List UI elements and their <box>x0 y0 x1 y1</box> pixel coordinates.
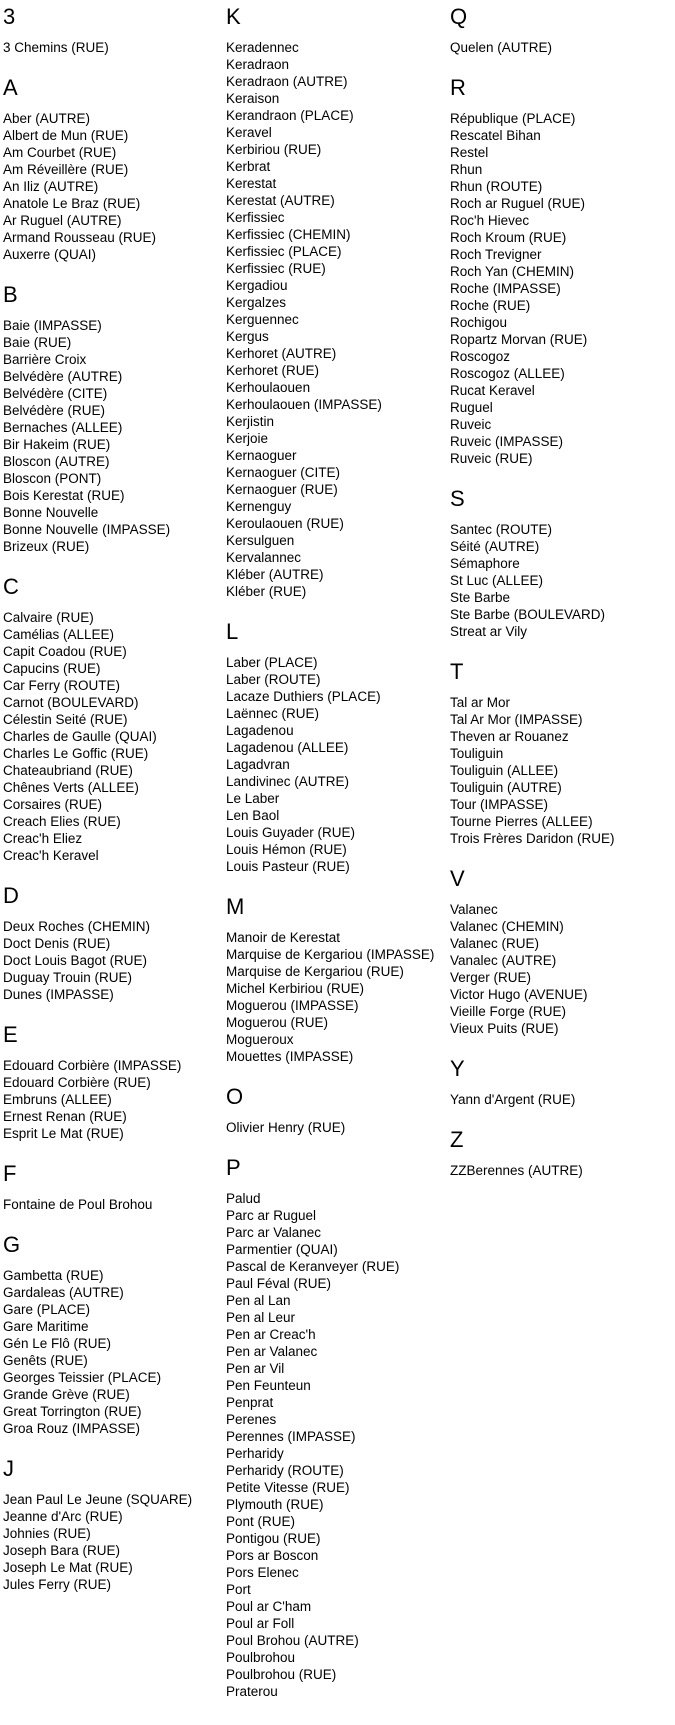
section-l <box>226 619 450 875</box>
street-link[interactable]: Belvédère (AUTRE) <box>3 369 123 384</box>
street-link[interactable]: Duguay Trouin (RUE) <box>3 970 133 985</box>
letter-heading-y: Y <box>450 1056 465 1081</box>
street-link[interactable]: Louis Pasteur (RUE) <box>226 859 350 874</box>
street-link[interactable]: Valanec (RUE) <box>450 936 540 951</box>
street-link[interactable]: Vanalec (AUTRE) <box>450 953 557 968</box>
street-list-t <box>450 694 675 847</box>
street-link[interactable]: Louis Guyader (RUE) <box>226 825 356 840</box>
street-link[interactable]: Kerhoulaouen <box>226 380 311 395</box>
street-link[interactable]: Pont (RUE) <box>226 1514 296 1529</box>
street-link[interactable]: Parc ar Valanec <box>226 1225 322 1240</box>
street-link[interactable]: Kléber (RUE) <box>226 584 307 599</box>
street-link[interactable]: Perharidy <box>226 1446 284 1461</box>
letter-heading-o: O <box>226 1084 244 1109</box>
street-link[interactable]: Moguerou (IMPASSE) <box>226 998 359 1013</box>
street-link[interactable]: Manoir de Kerestat <box>226 930 341 945</box>
street-link[interactable]: Keradraon (AUTRE) <box>226 74 348 89</box>
section-d <box>3 883 226 1003</box>
street-link[interactable]: Vieille Forge (RUE) <box>450 1004 567 1019</box>
street-link[interactable]: Sémaphore <box>450 556 520 571</box>
letter-heading-v: V <box>450 866 465 891</box>
street-list-k <box>226 39 450 600</box>
street-link[interactable]: Plymouth (RUE) <box>226 1497 324 1512</box>
index-column-2 <box>226 4 450 1700</box>
street-link[interactable]: Kernaoguer (RUE) <box>226 482 338 497</box>
street-link[interactable]: Laber (ROUTE) <box>226 672 321 687</box>
street-link[interactable]: Pascal de Keranveyer (RUE) <box>226 1259 400 1274</box>
street-list-3 <box>3 39 226 56</box>
street-list-o <box>226 1119 450 1136</box>
street-link[interactable]: Gare (PLACE) <box>3 1302 91 1317</box>
letter-heading-z: Z <box>450 1127 464 1152</box>
street-link[interactable]: Kerfissiec (RUE) <box>226 261 326 276</box>
street-link[interactable]: Mouettes (IMPASSE) <box>226 1049 354 1064</box>
street-link[interactable]: Laënnec (RUE) <box>226 706 320 721</box>
street-link[interactable]: ZZBerennes (AUTRE) <box>450 1163 583 1178</box>
street-link[interactable]: Yann d'Argent (RUE) <box>450 1092 576 1107</box>
street-link[interactable]: Roc'h Hievec <box>450 213 530 228</box>
street-link[interactable]: Roche (RUE) <box>450 298 531 313</box>
street-link[interactable]: Rucat Keravel <box>450 383 535 398</box>
street-link[interactable]: Praterou <box>226 1684 278 1699</box>
street-link[interactable]: Pen ar Valanec <box>226 1344 318 1359</box>
street-link[interactable]: Kernenguy <box>226 499 292 514</box>
street-list-c <box>3 609 226 864</box>
section-j <box>3 1456 226 1593</box>
street-list-m <box>226 929 450 1065</box>
street-link[interactable]: Ar Ruguel (AUTRE) <box>3 213 122 228</box>
letter-heading-j: J <box>3 1456 14 1481</box>
street-link[interactable]: Joseph Le Mat (RUE) <box>3 1560 133 1575</box>
street-link[interactable]: Roche (IMPASSE) <box>450 281 561 296</box>
street-link[interactable]: Rochigou <box>450 315 508 330</box>
street-link[interactable]: Pen Feunteun <box>226 1378 311 1393</box>
street-link[interactable]: Kléber (AUTRE) <box>226 567 324 582</box>
street-link[interactable]: Charles Le Goffic (RUE) <box>3 746 149 761</box>
street-link[interactable]: Célestin Seité (RUE) <box>3 712 128 727</box>
street-link[interactable]: Ste Barbe (BOULEVARD) <box>450 607 606 622</box>
street-link[interactable]: Bernaches (ALLEE) <box>3 420 123 435</box>
street-link[interactable]: Le Laber <box>226 791 280 806</box>
street-link[interactable]: Kerfissiec <box>226 210 285 225</box>
street-list-g <box>3 1267 226 1437</box>
street-list-v <box>450 901 675 1037</box>
street-link[interactable]: Kerjoie <box>226 431 269 446</box>
street-list-b <box>3 317 226 555</box>
street-link[interactable]: Laber (PLACE) <box>226 655 318 670</box>
street-link[interactable]: Calvaire (RUE) <box>3 610 94 625</box>
street-link[interactable]: Pen al Leur <box>226 1310 296 1325</box>
letter-heading-d: D <box>3 883 19 908</box>
section-s <box>450 486 675 640</box>
street-link[interactable]: Keraison <box>226 91 280 106</box>
street-link[interactable]: Ste Barbe <box>450 590 511 605</box>
street-list-p <box>226 1190 450 1700</box>
street-link[interactable]: Tal Ar Mor (IMPASSE) <box>450 712 583 727</box>
letter-heading-e: E <box>3 1022 18 1047</box>
street-link[interactable]: Fontaine de Poul Brohou <box>3 1197 153 1212</box>
street-link[interactable]: Rhun (ROUTE) <box>450 179 543 194</box>
section-p <box>226 1155 450 1700</box>
letter-heading-l: L <box>226 619 239 644</box>
street-link[interactable]: Pors Elenec <box>226 1565 299 1580</box>
street-link[interactable]: Ruveic (IMPASSE) <box>450 434 564 449</box>
section-v <box>450 866 675 1037</box>
section-e <box>3 1022 226 1142</box>
street-link[interactable]: Ropartz Morvan (RUE) <box>450 332 588 347</box>
section-c <box>3 574 226 864</box>
street-link[interactable]: Tourne Pierres (ALLEE) <box>450 814 593 829</box>
street-link[interactable]: 3 Chemins (RUE) <box>3 40 109 55</box>
letter-heading-k: K <box>226 4 241 29</box>
street-link[interactable]: Chateaubriand (RUE) <box>3 763 133 778</box>
section-t <box>450 659 675 847</box>
street-link[interactable]: Chênes Verts (ALLEE) <box>3 780 139 795</box>
street-link[interactable]: Roch Trevigner <box>450 247 542 262</box>
street-link[interactable]: Jean Paul Le Jeune (SQUARE) <box>3 1492 193 1507</box>
street-link[interactable]: Port <box>226 1582 251 1597</box>
street-link[interactable]: Genêts (RUE) <box>3 1353 88 1368</box>
street-list-j <box>3 1491 226 1593</box>
street-link[interactable]: Kerfissiec (CHEMIN) <box>226 227 351 242</box>
street-link[interactable]: Petite Vitesse (RUE) <box>226 1480 350 1495</box>
street-link[interactable]: Kernaoguer (CITE) <box>226 465 341 480</box>
street-link[interactable]: Kersulguen <box>226 533 295 548</box>
street-link[interactable]: Victor Hugo (AVENUE) <box>450 987 588 1002</box>
letter-heading-m: M <box>226 894 245 919</box>
street-link[interactable]: An Iliz (AUTRE) <box>3 179 99 194</box>
street-link[interactable]: Rescatel Bihan <box>450 128 541 143</box>
street-link[interactable]: Edouard Corbière (RUE) <box>3 1075 151 1090</box>
letter-heading-r: R <box>450 75 466 100</box>
street-link[interactable]: République (PLACE) <box>450 111 576 126</box>
letter-heading-s: S <box>450 486 465 511</box>
street-link[interactable]: Roscogoz <box>450 349 511 364</box>
street-link[interactable]: Restel <box>450 145 489 160</box>
street-link[interactable]: Corsaires (RUE) <box>3 797 103 812</box>
street-link[interactable]: Moguerou (RUE) <box>226 1015 329 1030</box>
street-link[interactable]: Santec (ROUTE) <box>450 522 553 537</box>
street-link[interactable]: Embruns (ALLEE) <box>3 1092 112 1107</box>
street-link[interactable]: Deux Roches (CHEMIN) <box>3 919 151 934</box>
street-link[interactable]: Charles de Gaulle (QUAI) <box>3 729 157 744</box>
street-link[interactable]: St Luc (ALLEE) <box>450 573 544 588</box>
street-link[interactable]: Landivinec (AUTRE) <box>226 774 350 789</box>
street-link[interactable]: Olivier Henry (RUE) <box>226 1120 346 1135</box>
street-link[interactable]: Kerbiriou (RUE) <box>226 142 322 157</box>
street-link[interactable]: Belvédère (RUE) <box>3 403 106 418</box>
street-link[interactable]: Keravel <box>226 125 272 140</box>
street-link[interactable]: Theven ar Rouanez <box>450 729 569 744</box>
street-link[interactable]: Perharidy (ROUTE) <box>226 1463 344 1478</box>
street-link[interactable]: Perenes <box>226 1412 277 1427</box>
street-link[interactable]: Kerandraon (PLACE) <box>226 108 354 123</box>
street-link[interactable]: Camélias (ALLEE) <box>3 627 115 642</box>
street-link[interactable]: Baie (IMPASSE) <box>3 318 102 333</box>
section-z <box>450 1127 675 1179</box>
street-link[interactable]: Esprit Le Mat (RUE) <box>3 1126 124 1141</box>
street-link[interactable]: Pen al Lan <box>226 1293 291 1308</box>
section-3 <box>3 4 226 56</box>
street-link[interactable]: Anatole Le Braz (RUE) <box>3 196 141 211</box>
street-link[interactable]: Great Torrington (RUE) <box>3 1404 142 1419</box>
street-link[interactable]: Pen ar Creac'h <box>226 1327 316 1342</box>
street-link[interactable]: Kerestat <box>226 176 277 191</box>
index-column-1 <box>3 4 226 1593</box>
street-link[interactable]: Kerhoulaouen (IMPASSE) <box>226 397 382 412</box>
section-q <box>450 4 675 56</box>
section-a <box>3 75 226 263</box>
street-link[interactable]: Palud <box>226 1191 261 1206</box>
street-link[interactable]: Trois Frères Daridon (RUE) <box>450 831 615 846</box>
street-link[interactable]: Bloscon (AUTRE) <box>3 454 110 469</box>
street-link[interactable]: Roscogoz (ALLEE) <box>450 366 565 381</box>
street-link[interactable]: Valanec <box>450 902 498 917</box>
street-link[interactable]: Bonne Nouvelle (IMPASSE) <box>3 522 171 537</box>
street-link[interactable]: Verger (RUE) <box>450 970 532 985</box>
section-k <box>226 4 450 600</box>
street-link[interactable]: Len Baol <box>226 808 280 823</box>
street-link[interactable]: Jules Ferry (RUE) <box>3 1577 112 1592</box>
street-link[interactable]: Parc ar Ruguel <box>226 1208 317 1223</box>
street-link[interactable]: Paul Féval (RUE) <box>226 1276 332 1291</box>
street-link[interactable]: Roch ar Ruguel (RUE) <box>450 196 586 211</box>
street-link[interactable]: Carnot (BOULEVARD) <box>3 695 139 710</box>
street-link[interactable]: Quelen (AUTRE) <box>450 40 553 55</box>
street-link[interactable]: Bois Kerestat (RUE) <box>3 488 125 503</box>
street-link[interactable]: Kergus <box>226 329 269 344</box>
street-link[interactable]: Poul ar C'ham <box>226 1599 312 1614</box>
street-link[interactable]: Kergalzes <box>226 295 287 310</box>
street-link[interactable]: Kerjistin <box>226 414 275 429</box>
street-link[interactable]: Ruveic <box>450 417 492 432</box>
street-link[interactable]: Roch Yan (CHEMIN) <box>450 264 575 279</box>
street-link[interactable]: Auxerre (QUAI) <box>3 247 97 262</box>
letter-heading-q: Q <box>450 4 468 29</box>
letter-heading-a: A <box>3 75 18 100</box>
street-link[interactable]: Kerhoret (RUE) <box>226 363 320 378</box>
street-link[interactable]: Poulbrohou (RUE) <box>226 1667 337 1682</box>
street-link[interactable]: Kergadiou <box>226 278 288 293</box>
street-link[interactable]: Doct Denis (RUE) <box>3 936 111 951</box>
street-list-s <box>450 521 675 640</box>
street-link[interactable]: Brizeux (RUE) <box>3 539 90 554</box>
street-link[interactable]: Bonne Nouvelle <box>3 505 99 520</box>
street-link[interactable]: Keradennec <box>226 40 299 55</box>
street-link[interactable]: Dunes (IMPASSE) <box>3 987 114 1002</box>
street-list-d <box>3 918 226 1003</box>
street-link[interactable]: Bloscon (PONT) <box>3 471 102 486</box>
street-link[interactable]: Ruguel <box>450 400 493 415</box>
street-link[interactable]: Lagadenou (ALLEE) <box>226 740 349 755</box>
street-link[interactable]: Louis Hémon (RUE) <box>226 842 347 857</box>
letter-heading-3: 3 <box>3 4 16 29</box>
street-link[interactable]: Creach Elies (RUE) <box>3 814 121 829</box>
street-link[interactable]: Keroulaouen (RUE) <box>226 516 344 531</box>
street-link[interactable]: Poulbrohou <box>226 1650 296 1665</box>
street-link[interactable]: Am Réveillère (RUE) <box>3 162 129 177</box>
street-link[interactable]: Lagadenou <box>226 723 294 738</box>
street-link[interactable]: Bir Hakeim (RUE) <box>3 437 111 452</box>
street-link[interactable]: Gambetta (RUE) <box>3 1268 104 1283</box>
street-link[interactable]: Car Ferry (ROUTE) <box>3 678 120 693</box>
letter-heading-t: T <box>450 659 464 684</box>
street-link[interactable]: Georges Teissier (PLACE) <box>3 1370 162 1385</box>
street-link[interactable]: Pen ar Vil <box>226 1361 285 1376</box>
section-f <box>3 1161 226 1213</box>
street-link[interactable]: Pors ar Boscon <box>226 1548 319 1563</box>
letter-heading-f: F <box>3 1161 17 1186</box>
street-link[interactable]: Touliguin <box>450 746 504 761</box>
street-link[interactable]: Séité (AUTRE) <box>450 539 540 554</box>
street-link[interactable]: Gén Le Flô (RUE) <box>3 1336 112 1351</box>
street-link[interactable]: Edouard Corbière (IMPASSE) <box>3 1058 182 1073</box>
street-link[interactable]: Roch Kroum (RUE) <box>450 230 567 245</box>
letter-heading-g: G <box>3 1232 21 1257</box>
street-link[interactable]: Pontigou (RUE) <box>226 1531 321 1546</box>
street-link[interactable]: Kervalannec <box>226 550 302 565</box>
street-link[interactable]: Kernaoguer <box>226 448 297 463</box>
street-link[interactable]: Lacaze Duthiers (PLACE) <box>226 689 381 704</box>
street-link[interactable]: Poul Brohou (AUTRE) <box>226 1633 359 1648</box>
street-link[interactable]: Penprat <box>226 1395 274 1410</box>
street-link[interactable]: Doct Louis Bagot (RUE) <box>3 953 148 968</box>
street-link[interactable]: Poul ar Foll <box>226 1616 295 1631</box>
street-link[interactable]: Mogueroux <box>226 1032 294 1047</box>
street-link[interactable]: Barrière Croix <box>3 352 87 367</box>
street-link[interactable]: Keradraon <box>226 57 290 72</box>
street-link[interactable]: Parmentier (QUAI) <box>226 1242 338 1257</box>
section-y <box>450 1056 675 1108</box>
street-link[interactable]: Lagadvran <box>226 757 290 772</box>
street-link[interactable]: Kerguennec <box>226 312 299 327</box>
street-list-f <box>3 1196 226 1213</box>
street-link[interactable]: Creac'h Eliez <box>3 831 83 846</box>
letter-heading-p: P <box>226 1155 241 1180</box>
street-link[interactable]: Creac'h Keravel <box>3 848 99 863</box>
street-link[interactable]: Kerhoret (AUTRE) <box>226 346 337 361</box>
street-link[interactable]: Touliguin (AUTRE) <box>450 780 562 795</box>
street-link[interactable]: Streat ar Vily <box>450 624 528 639</box>
letter-heading-c: C <box>3 574 19 599</box>
street-link[interactable]: Valanec (CHEMIN) <box>450 919 564 934</box>
street-link[interactable]: Capucins (RUE) <box>3 661 101 676</box>
street-list-z <box>450 1162 675 1179</box>
street-list-a <box>3 110 226 263</box>
street-link[interactable]: Rhun <box>450 162 483 177</box>
street-link[interactable]: Belvédère (CITE) <box>3 386 108 401</box>
street-link[interactable]: Ernest Renan (RUE) <box>3 1109 127 1124</box>
street-link[interactable]: Marquise de Kergariou (RUE) <box>226 964 404 979</box>
street-link[interactable]: Baie (RUE) <box>3 335 72 350</box>
street-link[interactable]: Tour (IMPASSE) <box>450 797 549 812</box>
street-link[interactable]: Jeanne d'Arc (RUE) <box>3 1509 123 1524</box>
street-link[interactable]: Kerbrat <box>226 159 271 174</box>
section-m <box>226 894 450 1065</box>
street-list-y <box>450 1091 675 1108</box>
street-link[interactable]: Michel Kerbiriou (RUE) <box>226 981 365 996</box>
street-link[interactable]: Capit Coadou (RUE) <box>3 644 127 659</box>
street-link[interactable]: Grande Grève (RUE) <box>3 1387 130 1402</box>
street-list-r <box>450 110 675 467</box>
street-link[interactable]: Marquise de Kergariou (IMPASSE) <box>226 947 435 962</box>
street-link[interactable]: Albert de Mun (RUE) <box>3 128 129 143</box>
street-link[interactable]: Kerfissiec (PLACE) <box>226 244 342 259</box>
street-link[interactable]: Ruveic (RUE) <box>450 451 533 466</box>
street-link[interactable]: Johnies (RUE) <box>3 1526 91 1541</box>
street-link[interactable]: Tal ar Mor <box>450 695 511 710</box>
street-list-l <box>226 654 450 875</box>
street-link[interactable]: Am Courbet (RUE) <box>3 145 117 160</box>
section-o <box>226 1084 450 1136</box>
street-link[interactable]: Armand Rousseau (RUE) <box>3 230 157 245</box>
index-column-3 <box>450 4 675 1179</box>
street-link[interactable]: Groa Rouz (IMPASSE) <box>3 1421 141 1436</box>
street-link[interactable]: Kerestat (AUTRE) <box>226 193 335 208</box>
letter-heading-b: B <box>3 282 18 307</box>
street-link[interactable]: Aber (AUTRE) <box>3 111 91 126</box>
street-list-q <box>450 39 675 56</box>
street-link[interactable]: Gardaleas (AUTRE) <box>3 1285 124 1300</box>
street-link[interactable]: Joseph Bara (RUE) <box>3 1543 121 1558</box>
street-link[interactable]: Touliguin (ALLEE) <box>450 763 559 778</box>
section-g <box>3 1232 226 1437</box>
street-link[interactable]: Gare Maritime <box>3 1319 89 1334</box>
street-list-e <box>3 1057 226 1142</box>
street-link[interactable]: Vieux Puits (RUE) <box>450 1021 559 1036</box>
section-r <box>450 75 675 467</box>
section-b <box>3 282 226 555</box>
street-link[interactable]: Perennes (IMPASSE) <box>226 1429 356 1444</box>
